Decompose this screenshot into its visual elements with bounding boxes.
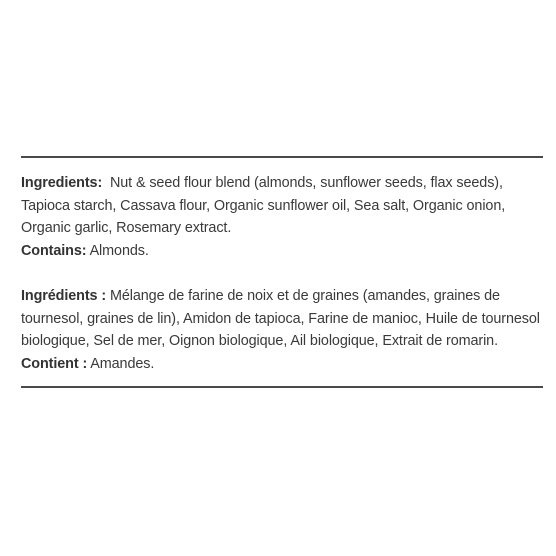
bottom-divider [21, 386, 543, 388]
top-divider [21, 156, 543, 158]
english-ingredients-block [21, 172, 543, 262]
english-contains-label: Contains: [21, 242, 87, 259]
french-contains-text: Amandes. [90, 355, 155, 372]
ingredients-label-panel [21, 156, 543, 388]
french-contains-label: Contient : [21, 355, 88, 372]
french-contains-paragraph [21, 353, 543, 376]
french-ingredients-text: Mélange de farine de noix et de graines (amandes, graines de tournesol, graines de lin), Amidon de tapioca, Farine de manioc, Huile de tournesol biologique, Sel de mer, Oignon biologique, Ail biologique, Extrait de romarin. [21, 288, 540, 349]
french-ingredients-label: Ingrédients : [21, 288, 107, 304]
french-ingredients-block [21, 285, 543, 375]
english-ingredients-text: Nut & seed flour blend (almonds, sunflower seeds, flax seeds), Tapioca starch, Cassava flour, Organic sunflower oil, Sea salt, Organic onion, Organic garlic, Rosemary extract. [21, 175, 506, 236]
english-contains-text: Almonds. [89, 242, 149, 259]
english-contains-paragraph [21, 240, 543, 263]
english-ingredients-label: Ingredients: [21, 175, 103, 191]
english-ingredients-paragraph [21, 172, 543, 240]
french-ingredients-paragraph [21, 285, 543, 353]
